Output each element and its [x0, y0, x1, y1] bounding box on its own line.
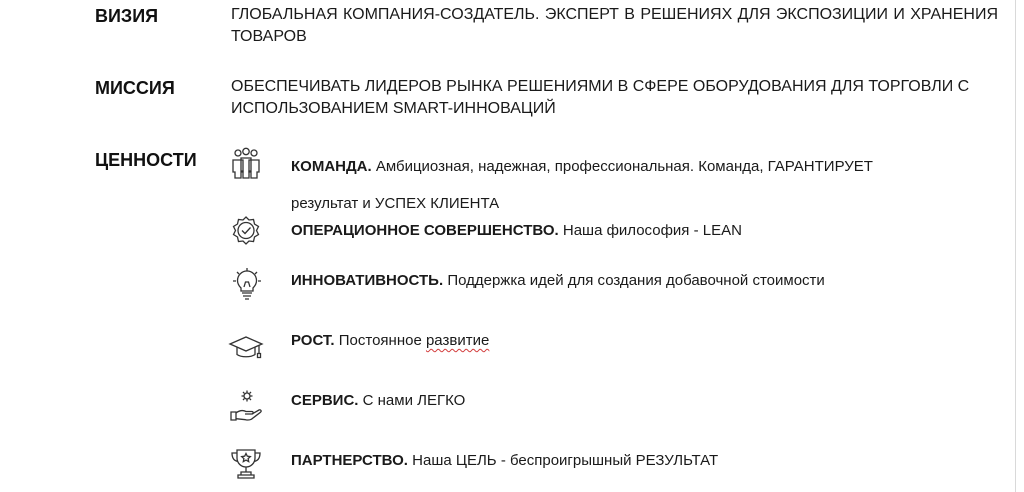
mission-text: ОБЕСПЕЧИВАТЬ ЛИДЕРОВ РЫНКА РЕШЕНИЯМИ В СФЕРЕ ОБОРУДОВАНИЯ ДЛЯ ТОРГОВЛИ С ИСПОЛЬЗОВАНИЕМ SMART-ИННОВАЦИЙ [231, 78, 970, 117]
value-item-innovation [291, 270, 825, 292]
lightbulb-icon [229, 266, 265, 302]
value-title: ОПЕРАЦИОННОЕ СОВЕРШЕНСТВО. [291, 222, 559, 239]
trophy-icon [228, 446, 264, 482]
value-title: РОСТ. [291, 332, 335, 349]
value-description: Амбициозная, надежная, профессиональная. Команда, ГАРАНТИРУЕТ [375, 158, 873, 175]
value-item-partnership [291, 450, 718, 472]
value-title: ИННОВАТИВНОСТЬ. [291, 272, 444, 289]
service-hand-icon [228, 388, 264, 424]
value-description: С нами ЛЕГКО [362, 392, 466, 409]
value-description: Постоянное [338, 332, 426, 349]
value-title: ПАРТНЕРСТВО. [291, 452, 408, 469]
value-description: Наша ЦЕЛЬ - беспроигрышный РЕЗУЛЬТАТ [412, 452, 719, 469]
value-description: Наша философия - LEAN [562, 222, 742, 239]
value-title: СЕРВИС. [291, 392, 359, 409]
spellcheck-word: развитие [425, 332, 490, 349]
vision-heading: ВИЗИЯ [95, 6, 159, 26]
value-item-operational-excellence [291, 220, 742, 242]
team-icon [228, 146, 264, 182]
page-edge-rule [1015, 0, 1016, 492]
mission-heading: МИССИЯ [95, 78, 175, 98]
value-item-service [291, 390, 465, 412]
value-item-growth [291, 330, 489, 352]
value-item-team-line2: результат и УСПЕХ КЛИЕНТА [291, 195, 500, 212]
value-item-team [291, 156, 873, 178]
value-title: КОМАНДА. [291, 158, 372, 175]
graduation-cap-icon [228, 330, 264, 366]
vision-text: ГЛОБАЛЬНАЯ КОМПАНИЯ-СОЗДАТЕЛЬ. ЭКСПЕРТ В РЕШЕНИЯХ ДЛЯ ЭКСПОЗИЦИИ И ХРАНЕНИЯ ТОВАРОВ [231, 6, 998, 45]
check-badge-icon [228, 214, 264, 250]
value-description: Поддержка идей для создания добавочной стоимости [447, 272, 825, 289]
values-heading: ЦЕННОСТИ [95, 150, 197, 170]
